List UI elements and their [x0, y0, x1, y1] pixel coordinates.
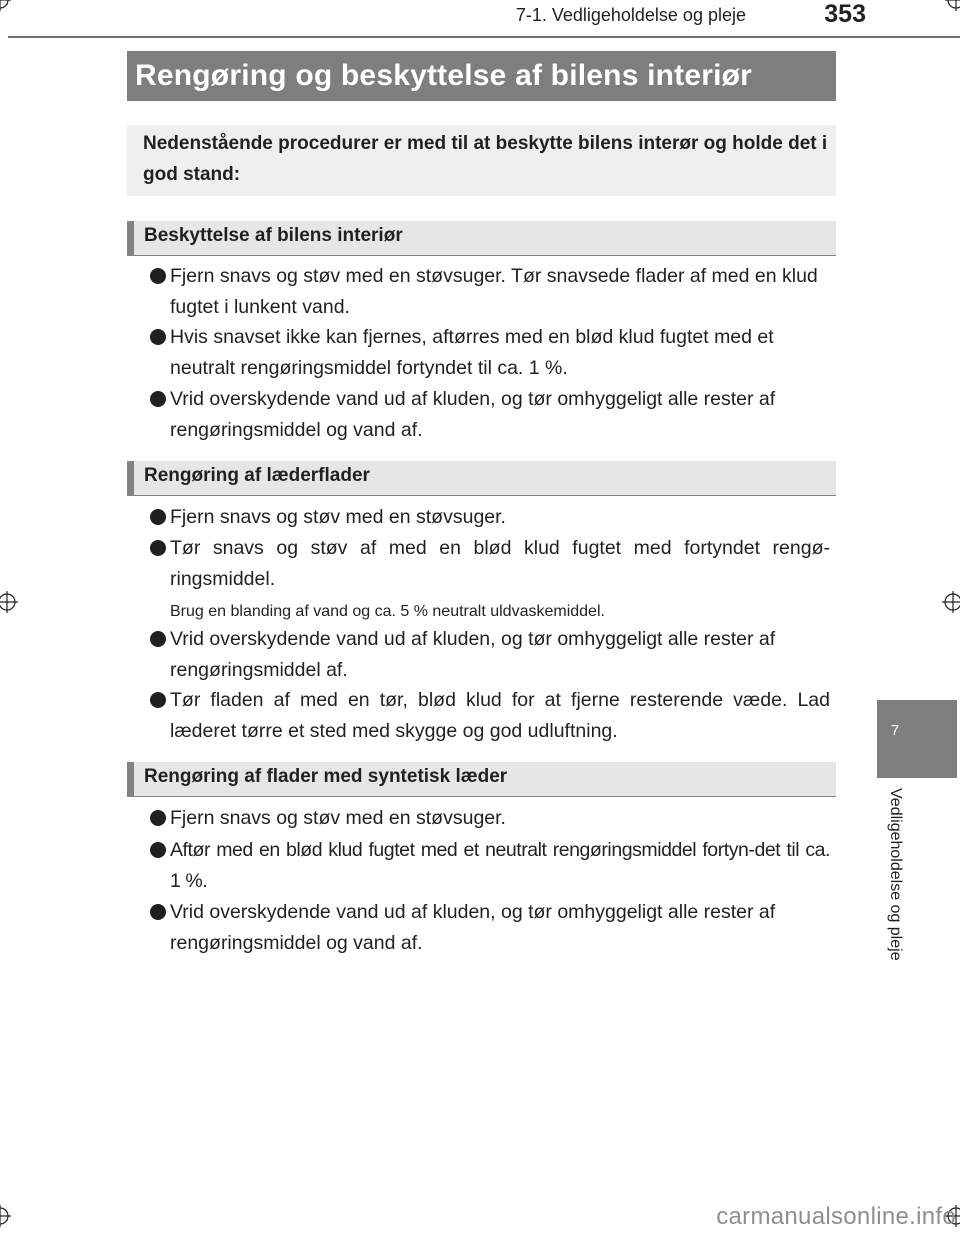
bullet-icon — [150, 810, 166, 826]
chapter-label-text: Vedligeholdelse og pleje — [887, 788, 904, 961]
list-item: Fjern snavs og støv med en støvsuger. — [170, 506, 506, 528]
bullet-icon — [150, 631, 166, 647]
section-heading: Rengøring af flader med syntetisk læder — [144, 766, 508, 787]
header-rule — [8, 36, 960, 38]
bullet-icon — [150, 509, 166, 525]
crop-mark-top-right — [945, 0, 960, 11]
bullet-icon — [150, 391, 166, 407]
section-heading: Beskyttelse af bilens interiør — [144, 225, 403, 246]
bullet-icon — [150, 268, 166, 284]
crop-mark-bottom-left — [0, 1205, 11, 1227]
crop-mark-top-left — [0, 0, 11, 11]
page-number: 353 — [824, 0, 866, 28]
list-item: Fjern snavs og støv med en støvsuger. — [170, 807, 506, 829]
list-item: Hvis snavset ikke kan fjernes, aftørres med en blød klud fugtet med et neutralt rengøringsmiddel fortyndet til ca. 1 %. — [170, 326, 774, 379]
chapter-label — [855, 788, 935, 998]
header-section-title: 7-1. Vedligeholdelse og pleje — [515, 5, 746, 25]
bullet-icon — [150, 692, 166, 708]
section-heading: Rengøring af læderflader — [144, 465, 370, 486]
list-item: Fjern snavs og støv med en støvsuger. Tør snavsede flader af med en klud fugtet i lunkent vand. — [170, 265, 818, 318]
bullet-icon — [150, 329, 166, 345]
list-item: Tør fladen af med en tør, blød klud for at fjerne resterende væde. Lad læderet tørre et sted med skygge og god udluftning. — [170, 689, 830, 742]
note-text: Brug en blanding af vand og ca. 5 % neutralt uldvaskemiddel. — [170, 603, 605, 620]
bullet-icon — [150, 842, 166, 858]
crop-mark-middle-right — [942, 591, 960, 613]
list-item: Vrid overskydende vand ud af kluden, og tør omhyggeligt alle rester af rengøringsmiddel af. — [170, 628, 776, 681]
list-item: Tør snavs og støv af med en blød klud fugtet med fortyndet rengø-ringsmiddel. — [170, 537, 830, 590]
list-item: Vrid overskydende vand ud af kluden, og tør omhyggeligt alle rester af rengøringsmiddel og vand af. — [170, 901, 776, 954]
watermark: carmanualsonline.info — [716, 1203, 956, 1230]
intro-text: Nedenstående procedurer er med til at beskytte bilens interør og holde det i god stand: — [143, 133, 828, 185]
crop-mark-middle-left — [0, 591, 18, 613]
chapter-number: 7 — [890, 722, 900, 739]
list-item: Aftør med en blød klud fugtet med et neutralt rengøringsmiddel fortyn-det til ca. 1 %. — [170, 839, 830, 892]
bullet-icon — [150, 540, 166, 556]
list-item: Vrid overskydende vand ud af kluden, og tør omhyggeligt alle rester af rengøringsmiddel og vand af. — [170, 388, 776, 441]
bullet-icon — [150, 904, 166, 920]
page-title: Rengøring og beskyttelse af bilens interiør — [135, 59, 753, 92]
